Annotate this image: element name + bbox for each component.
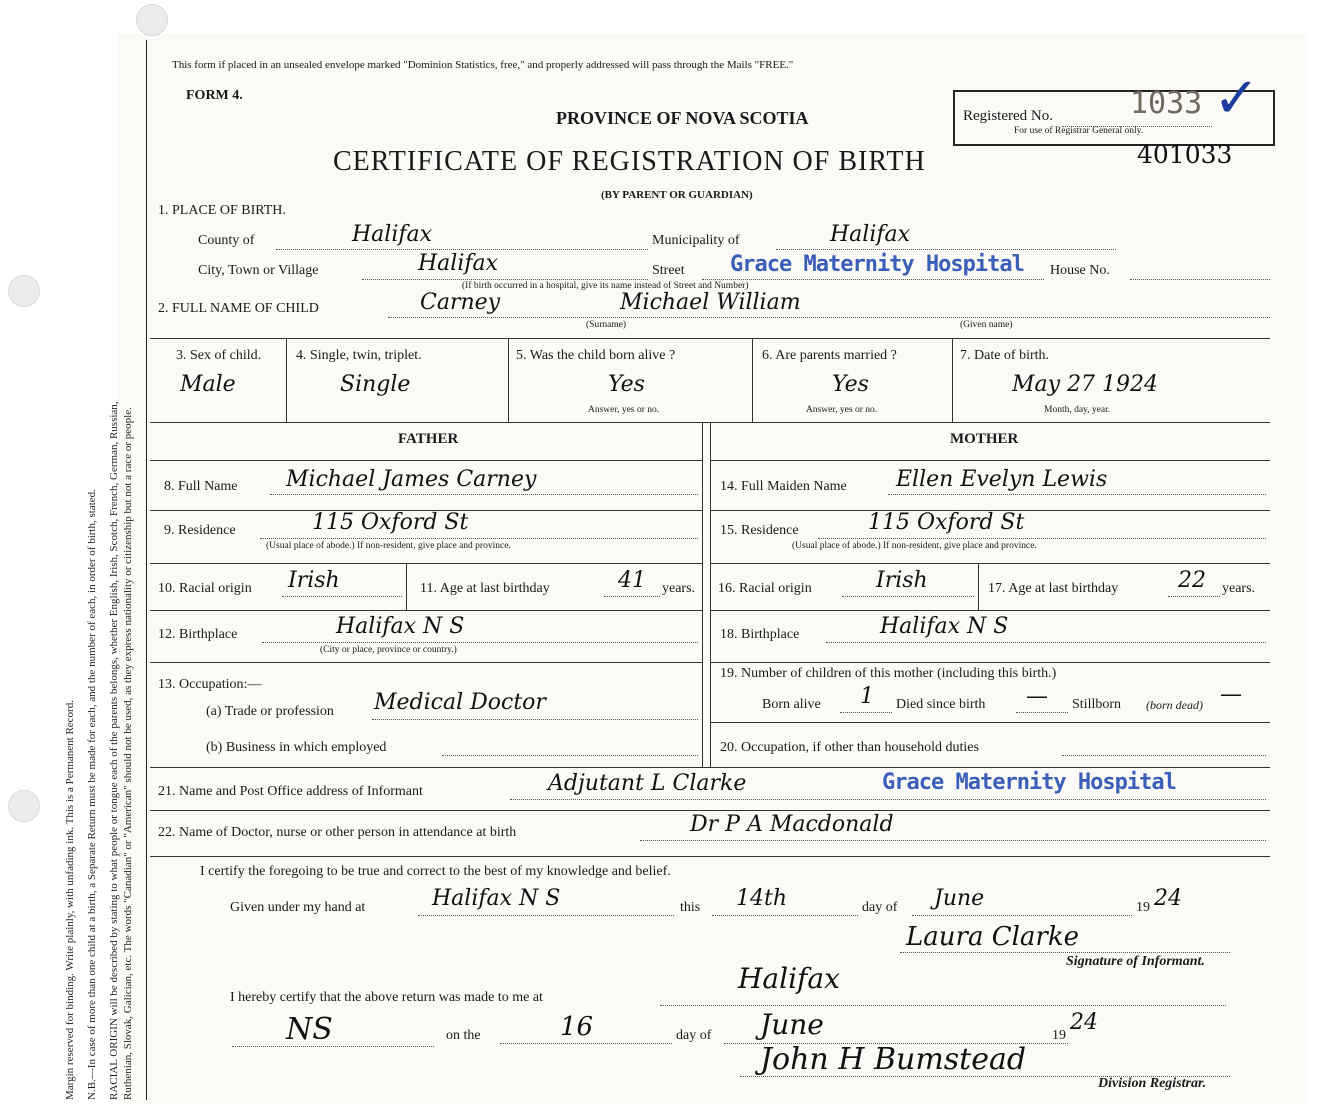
grid-line <box>150 338 1270 339</box>
grid-line <box>710 722 1270 723</box>
registrar-signature: John H Bumstead <box>760 1042 1027 1077</box>
form-number: FORM 4. <box>186 88 243 103</box>
grid-line <box>150 563 702 564</box>
city-value: Halifax <box>418 251 499 276</box>
grid-line <box>150 767 1270 768</box>
grid-line <box>752 338 753 422</box>
date-of-birth-caption: Month, day, year. <box>1044 405 1111 415</box>
mother-occupation-line <box>1062 755 1266 756</box>
father-age-value: 41 <box>618 568 646 593</box>
mother-children-label: 19. Number of children of this mother (including this birth.) <box>720 666 1057 681</box>
plurality-value: Single <box>340 372 411 397</box>
grid-line <box>150 460 702 461</box>
father-trade-label: (a) Trade or profession <box>206 704 334 719</box>
mother-died-label: Died since birth <box>896 697 986 712</box>
mother-birthplace-value: Halifax N S <box>880 614 1009 639</box>
informant-signature-caption: Signature of Informant. <box>1066 954 1205 969</box>
grid-line <box>150 856 1270 857</box>
informant-label: 21. Name and Post Office address of Informant <box>158 784 423 799</box>
father-racial-line <box>282 596 402 597</box>
mother-name-label: 14. Full Maiden Name <box>720 479 847 494</box>
month-line <box>912 915 1132 916</box>
given-month-value: June <box>934 886 985 911</box>
grid-line <box>150 610 702 611</box>
father-residence-line <box>260 538 698 539</box>
informant-value: Adjutant L Clarke <box>548 771 747 796</box>
registrar-statement: I hereby certify that the above return was made to me at <box>230 990 543 1005</box>
grid-line <box>710 460 1270 461</box>
mother-occupation-label: 20. Occupation, if other than household duties <box>720 740 979 755</box>
mother-racial-value: Irish <box>876 568 928 593</box>
grid-line <box>150 810 1270 811</box>
registrar-place-line <box>660 1005 1226 1006</box>
mother-age-years: years. <box>1222 581 1256 596</box>
postal-note: This form if placed in an unsealed envelope marked "Dominion Statistics, free," and properly addressed will pass through the Mails "FREE." <box>172 59 794 71</box>
page-title: CERTIFICATE OF REGISTRATION OF BIRTH <box>333 146 926 177</box>
registrar-year-value: 24 <box>1070 1010 1098 1035</box>
registered-note: For use of Registrar General only. <box>1014 126 1144 136</box>
mother-residence-caption: (Usual place of abode.) If non-resident, give place and province. <box>792 541 1037 551</box>
father-age-years: years. <box>662 581 696 596</box>
grid-line <box>952 338 953 422</box>
mother-residence-line <box>818 538 1266 539</box>
province-heading: PROVINCE OF NOVA SCOTIA <box>556 108 809 128</box>
municipality-label: Municipality of <box>652 233 740 248</box>
day-of-label: day of <box>862 900 898 915</box>
this-label: this <box>680 900 701 915</box>
born-alive-question: 5. Was the child born alive ? <box>516 348 676 363</box>
doctor-line <box>640 840 1266 841</box>
registered-stamp: 1033 <box>1130 86 1203 121</box>
informant-signature-line <box>900 952 1230 953</box>
mother-stillborn-value: — <box>1220 682 1242 707</box>
city-line <box>362 279 648 280</box>
father-birthplace-label: 12. Birthplace <box>158 627 238 642</box>
father-birthplace-value: Halifax N S <box>336 614 465 639</box>
grid-line <box>286 338 287 422</box>
married-answer: Yes <box>832 372 869 397</box>
born-alive-answer: Yes <box>608 372 645 397</box>
punch-hole <box>8 275 40 307</box>
father-trade-value: Medical Doctor <box>374 690 546 715</box>
day-line <box>712 915 858 916</box>
grid-line <box>508 338 509 422</box>
grid-line <box>702 422 703 767</box>
registrar-on-the-label: on the <box>446 1028 481 1043</box>
certify-statement: I certify the foregoing to be true and correct to the best of my knowledge and belief. <box>200 864 671 879</box>
county-label: County of <box>198 233 255 248</box>
father-racial-label: 10. Racial origin <box>158 581 252 596</box>
surname-caption: (Surname) <box>586 320 627 330</box>
doctor-value: Dr P A Macdonald <box>690 812 894 837</box>
father-age-label: 11. Age at last birthday <box>420 581 550 596</box>
given-place-line <box>418 915 674 916</box>
father-business-line <box>442 755 698 756</box>
father-residence-caption: (Usual place of abode.) If non-resident, give place and province. <box>266 541 511 551</box>
child-name-line <box>388 317 1270 318</box>
doctor-label: 22. Name of Doctor, nurse or other person in attendance at birth <box>158 825 517 840</box>
father-occupation-label: 13. Occupation:— <box>158 677 262 692</box>
date-of-birth-label: 7. Date of birth. <box>960 348 1050 363</box>
registrar-caption: Division Registrar. <box>1098 1076 1207 1091</box>
child-name-label: 2. FULL NAME OF CHILD <box>158 301 319 316</box>
informant-line <box>510 799 1266 800</box>
registrar-place-value: Halifax <box>738 962 840 995</box>
punch-hole <box>8 790 40 822</box>
mother-stillborn-note: (born dead) <box>1146 698 1203 712</box>
grid-line <box>978 563 979 610</box>
child-given-name: Michael William <box>620 290 801 315</box>
registrar-month-value: June <box>760 1008 824 1041</box>
father-business-label: (b) Business in which employed <box>206 740 387 755</box>
mother-name-value: Ellen Evelyn Lewis <box>896 467 1108 492</box>
mother-age-line <box>1168 596 1220 597</box>
mother-birthplace-line <box>826 642 1266 643</box>
punch-hole <box>136 4 168 36</box>
registrar-day-value: 16 <box>560 1012 594 1042</box>
given-year-value: 24 <box>1154 886 1182 911</box>
mother-racial-label: 16. Racial origin <box>718 581 812 596</box>
mother-born-alive-line <box>840 712 892 713</box>
married-caption: Answer, yes or no. <box>806 405 878 415</box>
margin-note-racial: RACIAL ORIGIN will be described by stating to what people or tongue each of the parents belongs, whether English, Irish, Scotch, French, German, Russian, <box>108 401 120 1100</box>
father-birthplace-caption: (City or place, province or country.) <box>320 645 457 655</box>
handwritten-number: 401033 <box>1137 140 1233 169</box>
father-birthplace-line <box>262 642 698 643</box>
grid-line <box>710 662 1270 663</box>
place-of-birth-label: 1. PLACE OF BIRTH. <box>158 203 286 218</box>
given-year-prefix: 19 <box>1136 900 1150 915</box>
mother-born-alive-label: Born alive <box>762 697 821 712</box>
page-subtitle: (BY PARENT OR GUARDIAN) <box>601 189 753 201</box>
mother-residence-label: 15. Residence <box>720 523 799 538</box>
child-surname: Carney <box>420 290 501 315</box>
father-trade-line <box>372 719 698 720</box>
father-heading: FATHER <box>398 431 459 447</box>
mother-heading: MOTHER <box>950 431 1019 447</box>
father-age-line <box>604 596 660 597</box>
mother-stillborn-label: Stillborn <box>1072 697 1122 712</box>
grid-line <box>710 610 1270 611</box>
county-value: Halifax <box>352 222 433 247</box>
mother-age-value: 22 <box>1178 568 1206 593</box>
given-day-value: 14th <box>736 886 788 911</box>
mother-died-line <box>1016 712 1068 713</box>
municipality-line <box>776 249 1116 250</box>
grid-line <box>710 422 711 767</box>
hospital-note: (If birth occurred in a hospital, give its name instead of Street and Number) <box>462 281 749 291</box>
mother-died-value: — <box>1026 684 1048 709</box>
street-label: Street <box>652 263 685 278</box>
street-line <box>702 279 1044 280</box>
registrar-day-of-label: day of <box>676 1028 712 1043</box>
municipality-value: Halifax <box>830 222 911 247</box>
given-under-label: Given under my hand at <box>230 900 366 915</box>
binding-margin-line <box>146 40 147 1100</box>
grid-line <box>710 563 1270 564</box>
sex-value: Male <box>180 372 236 397</box>
check-mark-icon: ✓ <box>1213 66 1260 131</box>
married-question: 6. Are parents married ? <box>762 348 897 363</box>
informant-stamp: Grace Maternity Hospital <box>882 770 1176 795</box>
registrar-day-line <box>500 1043 672 1044</box>
given-place-value: Halifax N S <box>432 886 561 911</box>
father-racial-value: Irish <box>288 568 340 593</box>
house-number-label: House No. <box>1050 263 1110 278</box>
county-line <box>276 249 648 250</box>
informant-signature: Laura Clarke <box>906 922 1079 952</box>
margin-note-nb: N.B.—In case of more than one child at a birth, a Separate Return must be made for each, and the number of each, in order of birth, stated. <box>86 489 98 1100</box>
mother-born-alive-value: 1 <box>860 684 874 709</box>
mother-birthplace-label: 18. Birthplace <box>720 627 800 642</box>
registrar-place-line-2 <box>232 1046 434 1047</box>
born-alive-caption: Answer, yes or no. <box>588 405 660 415</box>
house-number-line <box>1130 279 1270 280</box>
date-of-birth-value: May 27 1924 <box>1012 372 1159 397</box>
father-name-label: 8. Full Name <box>164 479 238 494</box>
sex-label: 3. Sex of child. <box>176 348 262 363</box>
registrar-year-prefix: 19 <box>1052 1028 1066 1043</box>
city-label: City, Town or Village <box>198 263 319 278</box>
father-residence-label: 9. Residence <box>164 523 236 538</box>
given-name-caption: (Given name) <box>960 320 1013 330</box>
mother-age-label: 17. Age at last birthday <box>988 581 1119 596</box>
street-stamp: Grace Maternity Hospital <box>730 252 1024 277</box>
grid-line <box>406 563 407 610</box>
margin-note-binding: Margin reserved for binding. Write plainly, with unfading ink. This is a Permanent Record. <box>64 700 76 1100</box>
registrar-place-value-2: NS <box>286 1012 333 1047</box>
father-name-value: Michael James Carney <box>286 467 537 492</box>
grid-line <box>150 662 702 663</box>
father-residence-value: 115 Oxford St <box>312 510 469 535</box>
mother-racial-line <box>842 596 974 597</box>
registered-label: Registered No. <box>963 108 1053 124</box>
father-name-line <box>270 494 698 495</box>
margin-note-racial-cont: Ruthenian, Slovak, Galician, etc. The words "Canadian" or "American" should not be used, as they express nationality or citizenship but not a race or people. <box>122 407 134 1100</box>
plurality-label: 4. Single, twin, triplet. <box>296 348 422 363</box>
mother-residence-value: 115 Oxford St <box>868 510 1025 535</box>
mother-name-line <box>888 494 1266 495</box>
